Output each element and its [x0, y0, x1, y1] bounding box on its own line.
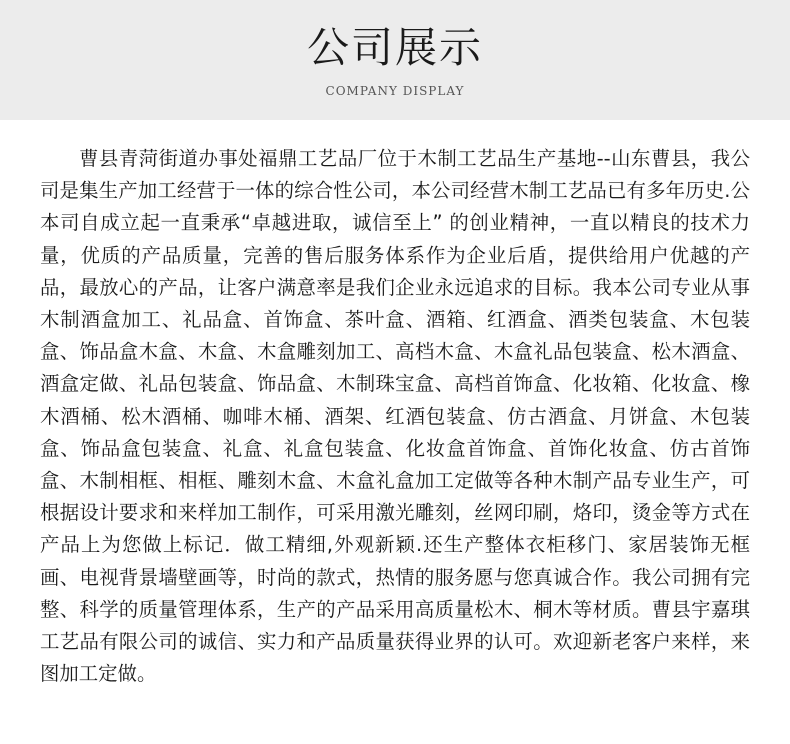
- page-subtitle: COMPANY DISPLAY: [325, 84, 465, 98]
- page-title: 公司展示: [306, 23, 483, 72]
- company-description: 曹县青菏街道办事处福鼎工艺品厂位于木制工艺品生产基地--山东曹县，我公司是集生产加工经营于一体的综合性公司，本公司经营木制工艺品已有多年历史.公本司自成立起一直秉承“卓越进取，诚信至上” 的创业精神，一直以精良的技术力量，优质的产品质量，完善的售后服务体系作为企业后盾，提供给用户优越的产品，最放心的产品，让客户满意率是我们企业永远追求的目标。我本公司专业从事木制酒盒加工、礼品盒、首饰盒、茶叶盒、酒箱、红酒盒、酒类包装盒、木包装盒、饰品盒木盒、木盒、木盒雕刻加工、高档木盒、木盒礼品包装盒、松木酒盒、酒盒定做、礼品包装盒、饰品盒、木制珠宝盒、高档首饰盒、化妆箱、化妆盒、橡木酒桶、松木酒桶、咖啡木桶、酒架、红酒包装盒、仿古酒盒、月饼盒、木包装盒、饰品盒包装盒、礼盒、礼盒包装盒、化妆盒首饰盒、首饰化妆盒、仿古首饰盒、木制相框、相框、雕刻木盒、木盒礼盒加工定做等各种木制产品专业生产，可根据设计要求和来样加工制作，可采用激光雕刻，丝网印刷，烙印，烫金等方式在产品上为您做上标记．做工精细,外观新颖.还生产整体衣柜移门、家居装饰无框画、电视背景墙壁画等，时尚的款式，热情的服务愿与您真诚合作。我公司拥有完整、科学的质量管理体系，生产的产品采用高质量松木、桐木等材质。曹县宇嘉琪工艺品有限公司的诚信、实力和产品质量获得业界的认可。欢迎新老客户来样，来图加工定做。: [40, 147, 750, 686]
